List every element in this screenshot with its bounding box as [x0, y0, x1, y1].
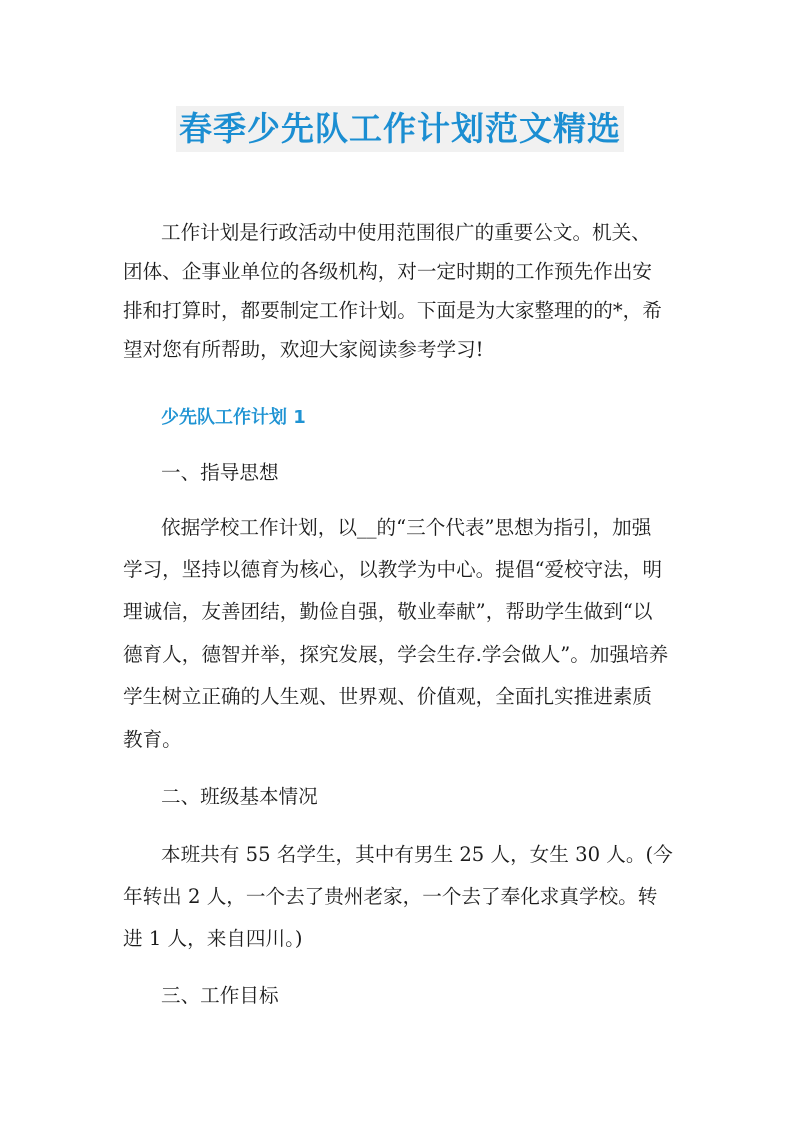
- document-title: 春季少先队工作计划范文精选: [176, 106, 624, 152]
- paragraph-line: 德育人，德智并举，探究发展，学会生存.学会做人”。加强培养: [123, 643, 669, 666]
- subsection-heading-work-goals: 三、工作目标: [161, 984, 279, 1007]
- subsection-heading-guiding-ideology: 一、指导思想: [161, 461, 279, 484]
- intro-line: 望对您有所帮助，欢迎大家阅读参考学习!: [123, 338, 484, 361]
- paragraph-line: 教育。: [123, 728, 182, 751]
- paragraph-line: 学习，坚持以德育为核心，以教学为中心。提倡“爱校守法，明: [123, 558, 663, 581]
- section-heading: 少先队工作计划 1: [161, 407, 306, 428]
- paragraph-line: 进 1 人，来自四川。): [123, 927, 303, 950]
- title-container: [0, 106, 800, 152]
- paragraph-line: 学生树立正确的人生观、世界观、价值观，全面扎实推进素质: [123, 685, 653, 708]
- intro-line: 排和打算时，都要制定工作计划。下面是为大家整理的的*，希: [123, 299, 662, 322]
- intro-line: 团体、企事业单位的各级机构，对一定时期的工作预先作出安: [123, 260, 653, 283]
- subsection-heading-class-situation: 二、班级基本情况: [161, 785, 318, 808]
- paragraph-line: 理诚信，友善团结，勤俭自强，敬业奉献”，帮助学生做到“以: [123, 600, 653, 623]
- paragraph-line: 年转出 2 人，一个去了贵州老家，一个去了奉化求真学校。转: [123, 885, 658, 908]
- paragraph-line: 依据学校工作计划，以__的“三个代表”思想为指引，加强: [161, 516, 652, 539]
- paragraph-line: 本班共有 55 名学生，其中有男生 25 人，女生 30 人。(今: [161, 843, 673, 866]
- intro-line: 工作计划是行政活动中使用范围很广的重要公文。机关、: [161, 221, 651, 244]
